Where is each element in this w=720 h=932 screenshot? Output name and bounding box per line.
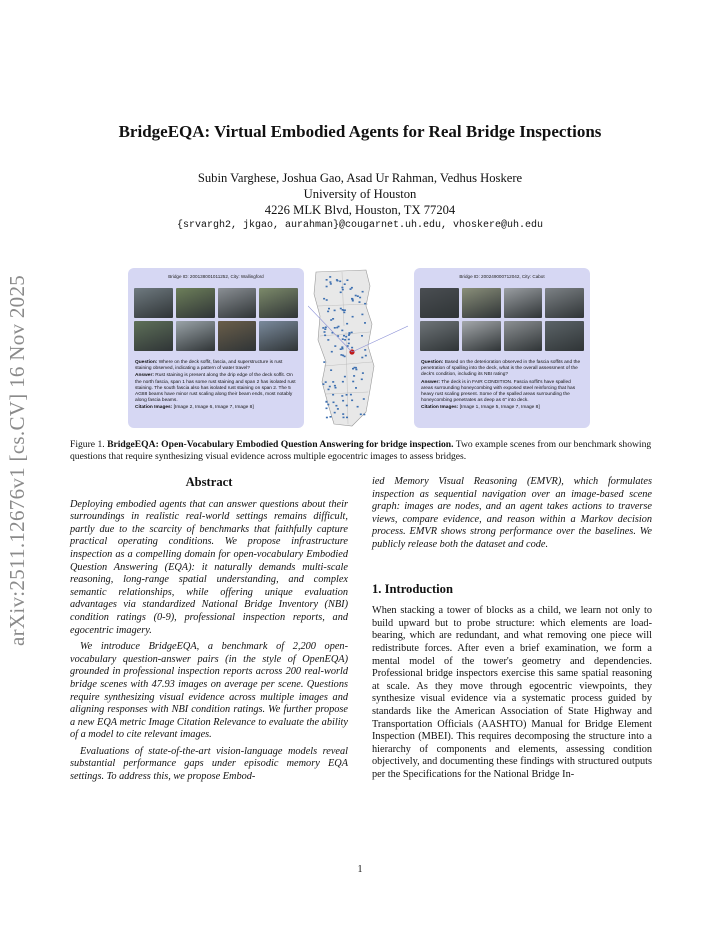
bridge-marker bbox=[360, 414, 362, 416]
bridge-marker bbox=[344, 339, 346, 341]
caption-bold: BridgeEQA: Open-Vocabulary Embodied Question Answering for bridge inspection. bbox=[107, 439, 454, 450]
bridge-marker bbox=[322, 327, 324, 329]
vermont-bridge-map bbox=[308, 266, 408, 430]
author-affiliation: University of Houston bbox=[303, 187, 417, 201]
bridge-photo bbox=[462, 321, 501, 351]
answer-label: Answer: bbox=[135, 373, 154, 379]
bridge-marker bbox=[328, 389, 330, 391]
bridge-photo bbox=[134, 288, 173, 318]
left-column bbox=[70, 476, 348, 788]
bridge-marker bbox=[323, 361, 325, 363]
introduction-paragraph: When stacking a tower of blocks as a child, we learn not only to build upward but to probe structure: which elements are load-bearing, which are redundant, and what removing one piece will redistribute forces. After even a brief examination, we form a mental model of the tower's geometry and dependencies. Professional bridge inspectors exercise this same spatial reasoning at scale. As they move through egocentric viewpoints, they synthesize visual evidence via a systematic process guided by standards like the American Association of State Highway and Transportation Officials (AASHTO) Manual for Bridge Element Inspection (MBEI). This requires decomposing the structure into a hierarchy of components and elements, assessing condition objectively, and documenting these findings with structured outputs per the Specifications for the National Bridge In- bbox=[372, 605, 652, 780]
bridge-marker bbox=[330, 416, 332, 418]
bridge-marker bbox=[326, 417, 328, 419]
citation-label: Citation Images: bbox=[421, 405, 459, 411]
bridge-marker bbox=[344, 283, 346, 285]
bridge-marker bbox=[330, 283, 332, 285]
bridge-marker bbox=[344, 376, 346, 378]
bridge-marker bbox=[324, 331, 326, 333]
bridge-marker bbox=[355, 387, 357, 389]
bridge-marker bbox=[341, 287, 343, 289]
example-panel-left bbox=[128, 268, 304, 428]
bridge-marker bbox=[341, 395, 343, 397]
bridge-marker bbox=[327, 311, 329, 313]
bridge-marker bbox=[327, 404, 329, 406]
bridge-marker bbox=[355, 295, 357, 297]
bridge-marker bbox=[343, 310, 345, 312]
bridge-marker bbox=[334, 385, 336, 387]
bridge-photo bbox=[420, 321, 459, 351]
bridge-photo bbox=[218, 288, 257, 318]
bridge-photo bbox=[420, 288, 459, 318]
figure-caption bbox=[70, 439, 652, 463]
bridge-marker bbox=[339, 281, 341, 283]
bridge-marker bbox=[341, 330, 343, 332]
bridge-marker bbox=[363, 414, 365, 416]
bridge-marker bbox=[353, 375, 355, 377]
bridge-marker bbox=[361, 379, 363, 381]
page-number: 1 bbox=[357, 864, 363, 875]
abstract-paragraph: We introduce BridgeEQA, a benchmark of 2,200 open-vocabulary question-answer pairs (in the style of OpenEQA) grounded in professional inspection reports across 200 real-world bridge scenes with 47.93 images on average per scene. Questions require synthesizing visual evidence across multiple images and aligning responses with NBI condition ratings. We further propose a new EQA metric Image Citation Relevance to evaluate the ability of a model to cite relevant images. bbox=[70, 641, 348, 741]
arxiv-stamp bbox=[2, 240, 34, 680]
bridge-marker bbox=[342, 381, 344, 383]
figure-1 bbox=[120, 264, 600, 432]
bridge-marker bbox=[359, 301, 361, 303]
qa-text bbox=[421, 360, 584, 413]
example-panel-right bbox=[414, 268, 590, 428]
question-label: Question: bbox=[421, 360, 444, 365]
bridge-marker bbox=[362, 372, 364, 374]
bridge-marker bbox=[325, 401, 327, 403]
caption-text: Two example scenes from our benchmark showing questions that require synthesizing visual evidence across multiple egocentric images to assess bridges. bbox=[70, 439, 652, 462]
bridge-marker bbox=[352, 381, 354, 383]
bridge-marker bbox=[329, 276, 331, 278]
bridge-marker bbox=[328, 308, 330, 310]
bridge-marker bbox=[357, 295, 359, 297]
bridge-marker bbox=[342, 289, 344, 291]
citation-text: [Image 1, Image 5, Image 7, Image 8] bbox=[459, 405, 540, 411]
abstract-paragraph-continued: ied Memory Visual Reasoning (EMVR), which formulates inspection as sequential navigation over an image-based scene graph: images are nodes, and an agent takes actions to traverse views, compare evidence, and reason within a Markov decision process. EMVR shows strong performance over the baselines. We publicly release both the dataset and code. bbox=[372, 476, 652, 550]
bridge-marker bbox=[332, 318, 334, 320]
question-text: Based on the deterioration observed in the fascia soffits and the penetration of spalling into the deck, what is the overall assessment of the deck's condition, including its NBI rating? bbox=[421, 360, 581, 378]
bridge-marker bbox=[323, 298, 325, 300]
bridge-id-label: Bridge ID: 200138001011252, City: Wallingford bbox=[168, 274, 264, 279]
bridge-marker bbox=[346, 279, 348, 281]
image-grid bbox=[134, 288, 298, 351]
abstract-paragraph: Deploying embodied agents that can answer questions about their surroundings in realistic real-world settings remains difficult, partly due to the scarcity of benchmarks that faithfully capture practical operating conditions. We propose infrastructure inspection as a compelling domain for open-vocabulary Embodied Question Answering (EQA): it naturally demands multi-scale reasoning, long-range spatial understanding, and complex semantic relationships, while offering unique evaluation advantages via standardized National Bridge Inventory (NBI) condition ratings (0-9), professional inspection reports, and egocentric imagery. bbox=[70, 498, 348, 636]
bridge-marker bbox=[333, 402, 335, 404]
bridge-marker bbox=[332, 394, 334, 396]
bridge-marker bbox=[354, 367, 356, 369]
bridge-marker bbox=[334, 310, 336, 312]
introduction-heading: 1. Introduction bbox=[372, 581, 453, 596]
bridge-photo bbox=[259, 288, 298, 318]
state-outline bbox=[314, 270, 374, 426]
bridge-marker bbox=[343, 312, 345, 314]
right-column bbox=[372, 476, 652, 781]
bridge-marker bbox=[346, 323, 348, 325]
bridge-marker bbox=[336, 327, 338, 329]
bridge-marker bbox=[337, 280, 339, 282]
bridge-photo bbox=[218, 321, 257, 351]
bridge-marker bbox=[348, 343, 350, 345]
question-text: Where on the deck soffit, fascia, and superstructure is rust staining observed, indicating a pattern of water travel? bbox=[135, 360, 283, 372]
bridge-marker bbox=[346, 394, 348, 396]
question-label: Question: bbox=[135, 360, 158, 365]
abstract-paragraph: Evaluations of state-of-the-art vision-language models reveal substantial performance gaps under episodic memory EQA settings. To address this, we propose Embod- bbox=[70, 745, 348, 783]
citation-text: [Image 2, Image 6, Image 7, Image 8] bbox=[173, 405, 254, 411]
bridge-photo bbox=[504, 321, 543, 351]
author-block bbox=[60, 170, 660, 234]
citation-label: Citation Images: bbox=[135, 405, 173, 411]
bridge-marker bbox=[326, 286, 328, 288]
bridge-photo bbox=[545, 321, 584, 351]
bridge-marker bbox=[342, 348, 344, 350]
bridge-marker bbox=[331, 351, 333, 353]
bridge-marker bbox=[365, 355, 367, 357]
bridge-marker bbox=[361, 357, 363, 359]
bridge-marker bbox=[351, 287, 353, 289]
bridge-marker bbox=[342, 338, 344, 340]
author-emails: {srvargh2, jkgao, aurahman}@cougarnet.uh.edu, vhoskere@uh.edu bbox=[176, 220, 544, 231]
bridge-marker bbox=[342, 413, 344, 415]
bridge-marker bbox=[340, 348, 342, 350]
bridge-marker bbox=[334, 327, 336, 329]
bridge-marker bbox=[326, 279, 328, 281]
bridge-marker bbox=[325, 327, 327, 329]
bridge-marker bbox=[334, 412, 336, 414]
bridge-photo bbox=[259, 321, 298, 351]
bridge-id-label: Bridge ID: 200249000712042, City: Cabot bbox=[459, 274, 545, 279]
author-address: 4226 MLK Blvd, Houston, TX 77204 bbox=[264, 203, 456, 217]
bridge-marker bbox=[364, 349, 366, 351]
bridge-marker bbox=[351, 347, 353, 349]
image-grid bbox=[420, 288, 584, 351]
bridge-marker bbox=[361, 314, 363, 316]
bridge-photo bbox=[545, 288, 584, 318]
bridge-marker bbox=[325, 381, 327, 383]
bridge-marker bbox=[359, 297, 361, 299]
bridge-marker bbox=[351, 298, 353, 300]
bridge-marker bbox=[363, 398, 365, 400]
bridge-marker bbox=[337, 408, 339, 410]
bridge-marker bbox=[346, 405, 348, 407]
author-names: Subin Varghese, Joshua Gao, Asad Ur Rahman, Vedhus Hoskere bbox=[197, 171, 523, 185]
bridge-marker bbox=[362, 291, 364, 293]
bridge-marker bbox=[350, 288, 352, 290]
bridge-marker bbox=[351, 400, 353, 402]
bridge-marker bbox=[342, 355, 344, 357]
bridge-marker bbox=[343, 335, 345, 337]
bridge-marker bbox=[341, 346, 343, 348]
bridge-marker bbox=[322, 383, 324, 385]
bridge-marker bbox=[357, 406, 359, 408]
bridge-marker bbox=[352, 300, 354, 302]
bridge-marker bbox=[340, 308, 342, 310]
bridge-marker bbox=[351, 332, 353, 334]
bridge-marker bbox=[364, 303, 366, 305]
paper-title: BridgeEQA: Virtual Embodied Agents for Real Bridge Inspections bbox=[118, 122, 602, 141]
bridge-marker bbox=[335, 387, 337, 389]
bridge-marker bbox=[327, 339, 329, 341]
bridge-marker bbox=[350, 394, 352, 396]
bridge-photo bbox=[504, 288, 543, 318]
bridge-marker bbox=[355, 369, 357, 371]
bridge-marker bbox=[345, 336, 347, 338]
bridge-marker bbox=[340, 292, 342, 294]
bridge-marker bbox=[343, 417, 345, 419]
answer-text: Rust staining is present along the drip edge of the deck soffit. On the north fascia, span 1 has some rust staining and span 2 has isolated rust staining. The south fascia also has isolated rust staining on span 2. The 5 AG88 beams have minor rust scaling along their beam ends, most notably along fascia beams. bbox=[135, 373, 296, 404]
bridge-photo bbox=[176, 288, 215, 318]
bridge-marker bbox=[332, 381, 334, 383]
bridge-marker bbox=[330, 369, 332, 371]
bridge-marker bbox=[326, 299, 328, 301]
bridge-marker bbox=[352, 316, 354, 318]
caption-label: Figure 1. bbox=[70, 439, 105, 450]
qa-text bbox=[135, 360, 298, 413]
bridge-marker bbox=[330, 319, 332, 321]
bridge-marker bbox=[335, 405, 337, 407]
bridge-marker bbox=[326, 408, 328, 410]
bridge-marker bbox=[364, 322, 366, 324]
bridge-marker bbox=[334, 345, 336, 347]
bridge-marker bbox=[348, 339, 350, 341]
bridge-photo bbox=[462, 288, 501, 318]
bridge-marker bbox=[361, 335, 363, 337]
bridge-marker bbox=[348, 332, 350, 334]
bridge-marker bbox=[329, 386, 331, 388]
answer-text: The deck is in FAIR CONDITION. Fascia soffit's have spalled areas surrounding honeycombing with exposed steel reinforcing that has heavy rust scaling present. Some of the spalled areas surrounding the honeycombing penetrates as deep as 6" into deck. bbox=[421, 379, 576, 404]
bridge-photo bbox=[134, 321, 173, 351]
arxiv-stamp-text: arXiv:2511.12676v1 [cs.CV] 16 Nov 2025 bbox=[5, 274, 30, 646]
bridge-marker bbox=[346, 417, 348, 419]
abstract-heading: Abstract bbox=[185, 475, 233, 489]
bridge-marker bbox=[329, 281, 331, 283]
bridge-marker bbox=[342, 400, 344, 402]
bridge-marker bbox=[324, 328, 326, 330]
answer-label: Answer: bbox=[421, 379, 440, 385]
bridge-marker bbox=[324, 335, 326, 337]
bridge-photo bbox=[176, 321, 215, 351]
